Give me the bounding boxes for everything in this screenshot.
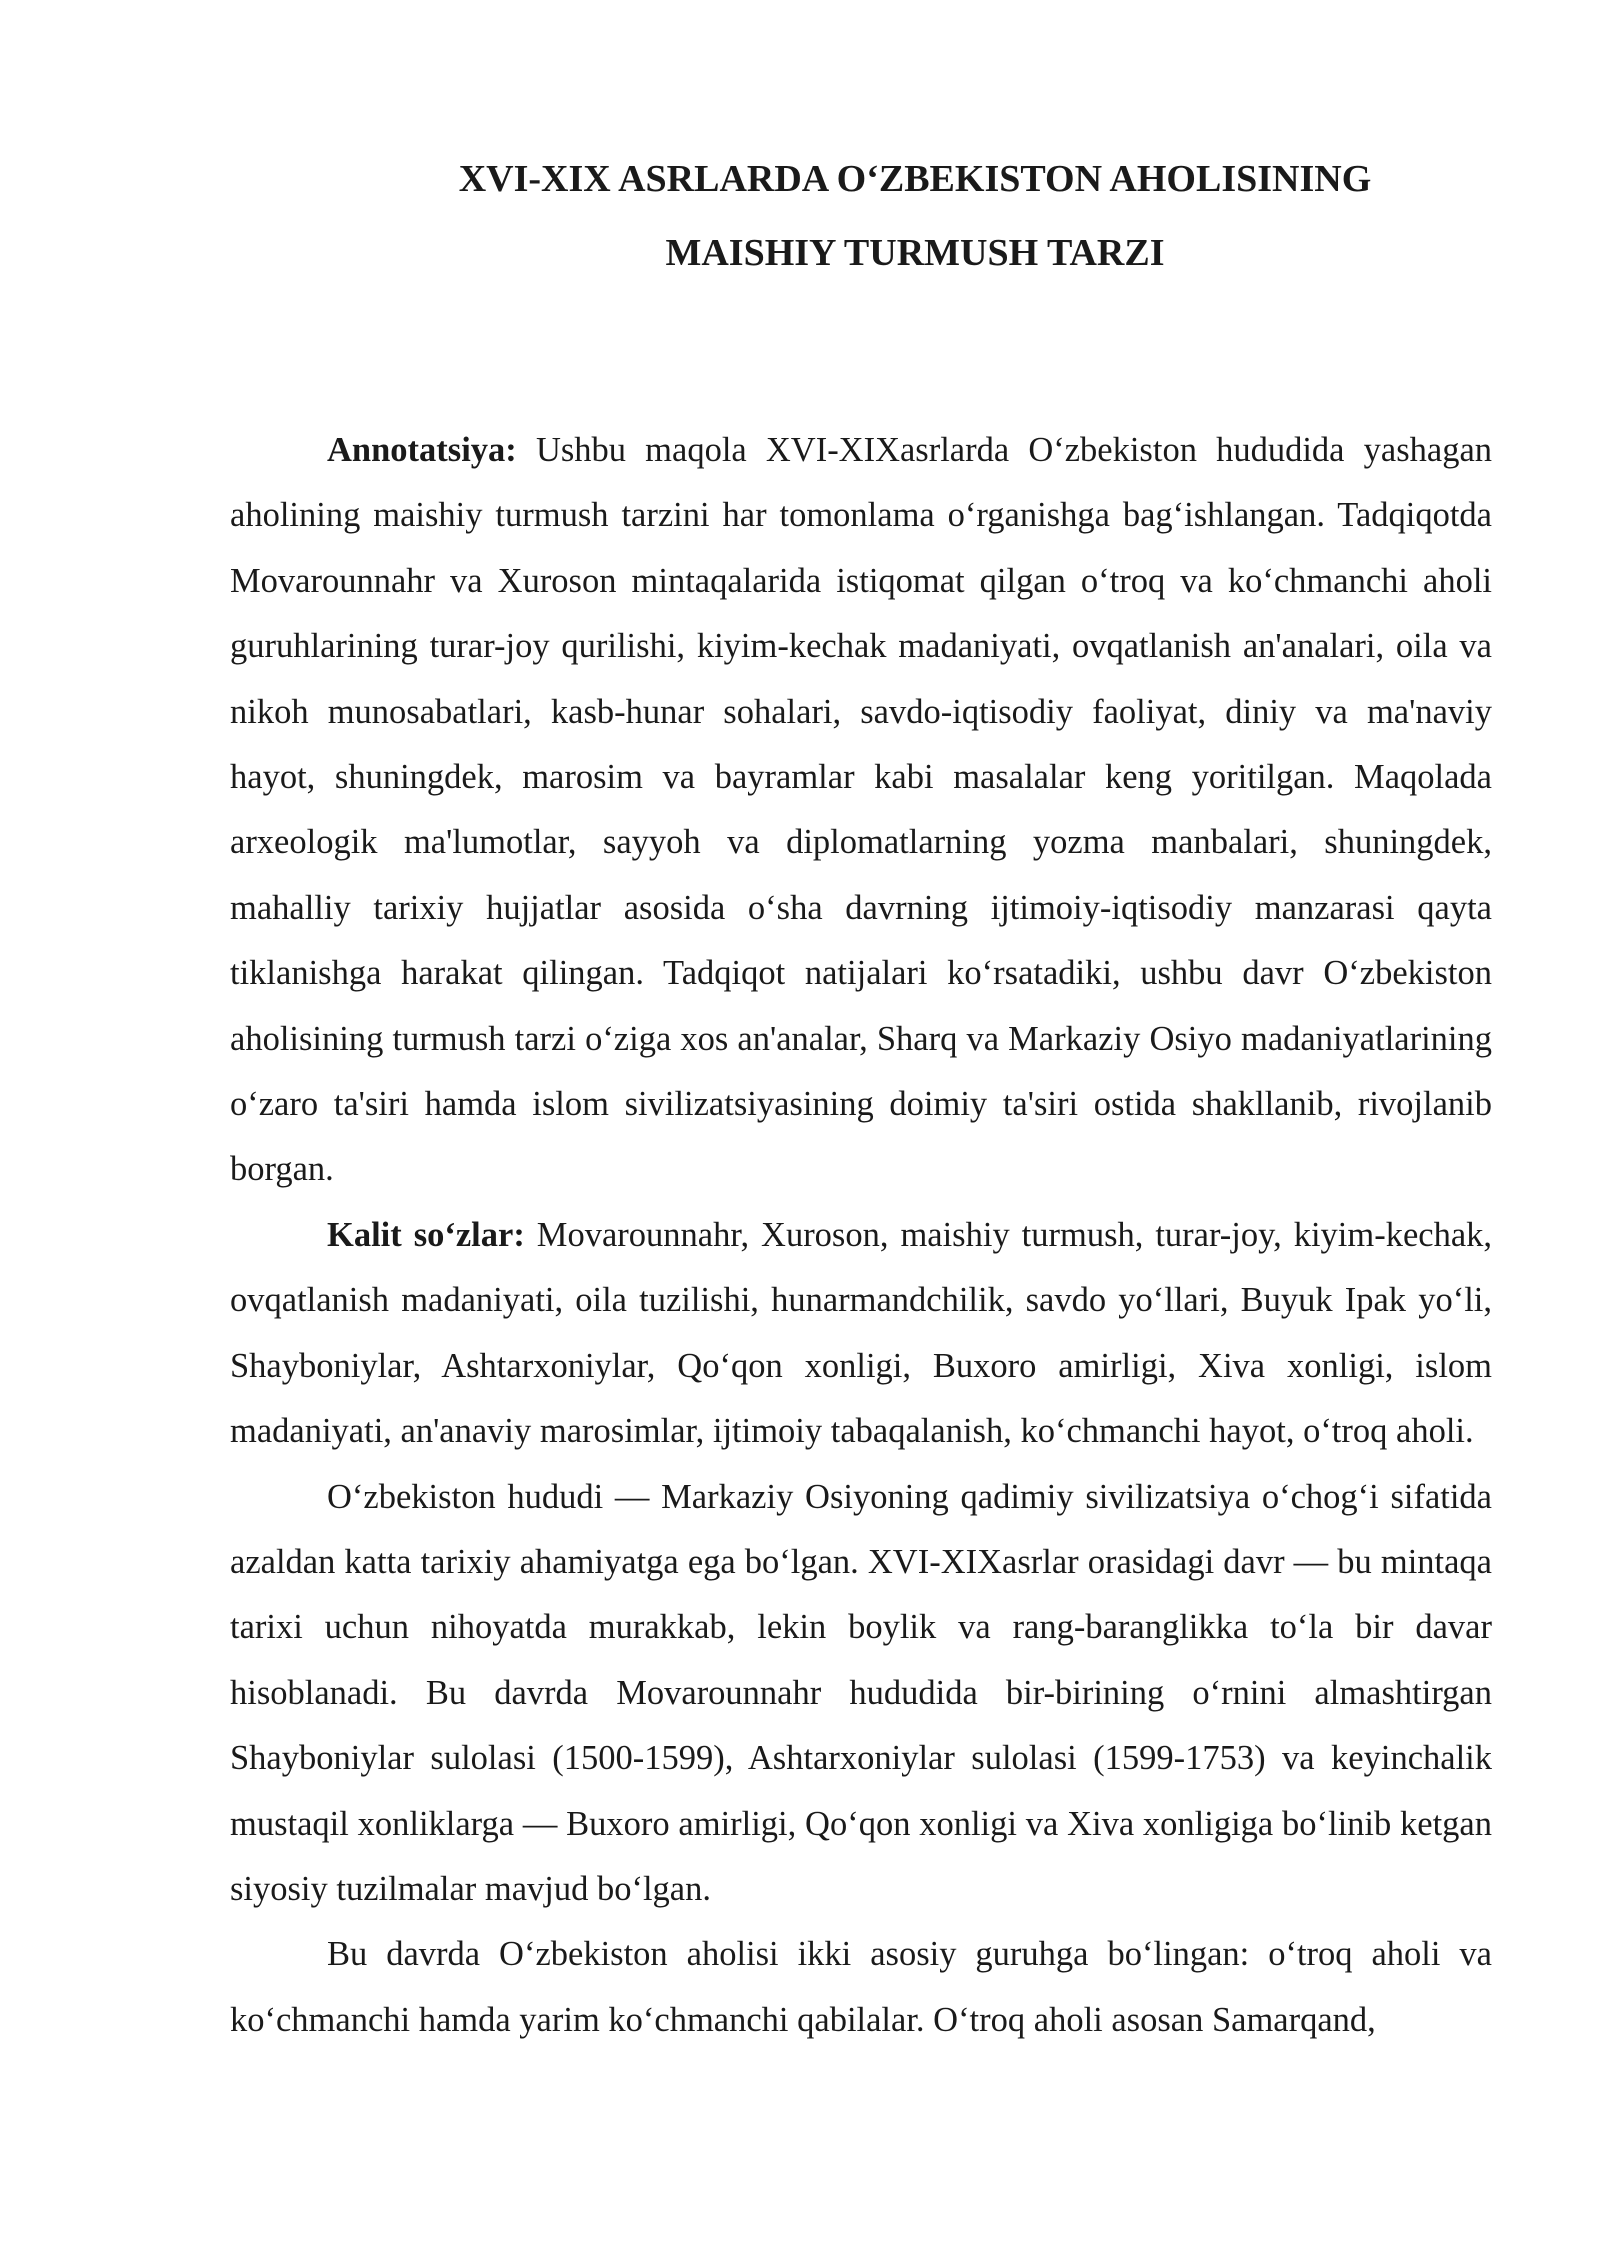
keywords-paragraph [230,1203,1492,1465]
article-body [230,418,1492,2053]
abstract-text: Ushbu maqola XVI-XIXasrlarda O‘zbekiston hududida yashagan aholining maishiy turmush tarzini har tomonlama o‘rganishga bag‘ishlangan. Tadqiqotda Movarounnahr va Xuroson mintaqalarida istiqomat qilgan o‘troq va ko‘chmanchi aholi guruhlarining turar-joy qurilishi, kiyim-kechak madaniyati, ovqatlanish an'analari, oila va nikoh munosabatlari, kasb-hunar sohalari, savdo-iqtisodiy faoliyat, diniy va ma'naviy hayot, shuningdek, marosim va bayramlar kabi masalalar keng yoritilgan. Maqolada arxeologik ma'lumotlar, sayyoh va diplomatlarning yozma manbalari, shuningdek, mahalliy tarixiy hujjatlar asosida o‘sha davrning ijtimoiy-iqtisodiy manzarasi qayta tiklanishga harakat qilingan. Tadqiqot natijalari ko‘rsatadiki, ushbu davr O‘zbekiston aholisining turmush tarzi o‘ziga xos an'analar, Sharq va Markaziy Osiyo madaniyatlarining o‘zaro ta'siri hamda islom sivilizatsiyasining doimiy ta'siri ostida shakllanib, rivojlanib borgan. [230,431,1493,1189]
page-title [300,142,1530,290]
abstract-paragraph [230,418,1492,1203]
title-line-2: MAISHIY TURMUSH TARZI [665,232,1165,274]
body-paragraph-1: O‘zbekiston hududi — Markaziy Osiyoning qadimiy sivilizatsiya o‘chog‘i sifatida azaldan katta tarixiy ahamiyatga ega bo‘lgan. XVI-XIXasrlar orasidagi davr — bu mintaqa tarixi uchun nihoyatda murakkab, lekin boylik va rang-baranglikka to‘la bir davar hisoblanadi. Bu davrda Movarounnahr hududida bir-birining o‘rnini almashtirgan Shayboniylar sulolasi (1500-1599), Ashtarxoniylar sulolasi (1599-1753) va keyinchalik mustaqil xonliklarga — Buxoro amirligi, Qo‘qon xonligi va Xiva xonligiga bo‘linib ketgan siyosiy tuzilmalar mavjud bo‘lgan. [230,1477,1492,1908]
abstract-label: Annotatsiya: [327,431,517,469]
keywords-text: Movarounnahr, Xuroson, maishiy turmush, turar-joy, kiyim-kechak, ovqatlanish madaniyati, oila tuzilishi, hunarmandchilik, savdo yo‘llari, Buyuk Ipak yo‘li, Shayboniylar, Ashtarxoniylar, Qo‘qon xonligi, Buxoro amirligi, Xiva xonligi, islom madaniyati, an'anaviy marosimlar, ijtimoiy tabaqalanish, ko‘chmanchi hayot, o‘troq aholi. [230,1215,1493,1451]
keywords-label: Kalit so‘zlar: [327,1215,525,1254]
body-paragraph-2: Bu davrda O‘zbekiston aholisi ikki asosiy guruhga bo‘lingan: o‘troq aholi va ko‘chmanchi hamda yarim ko‘chmanchi qabilalar. O‘troq aholi asosan Samarqand, [230,1935,1492,2039]
title-line-1: XVI-XIX ASRLARDA O‘ZBEKISTON AHOLISINING [458,158,1372,200]
